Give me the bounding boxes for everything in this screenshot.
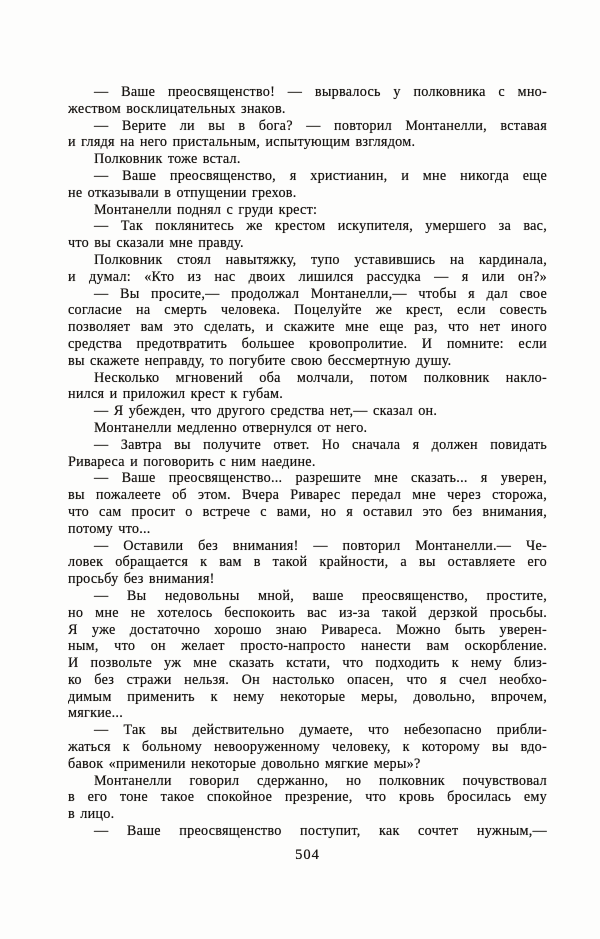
text-line: Монтанелли говорил сдержанно, но полковник почувствовал <box>94 772 547 789</box>
text-line: Монтанелли медленно отвернулся от него. <box>94 419 368 436</box>
page-text <box>68 84 547 840</box>
text-line: средства предотвратить большее кровопролитие. И помните: если <box>68 335 547 352</box>
text-line: и думал: «Кто из нас двоих лишился рассудка — я или он?» <box>68 268 547 285</box>
text-line: но мне не хотелось беспокоить вас из-за такой дерзкой просьбы. <box>68 604 547 621</box>
text-line: димым применить к нему некоторые меры, довольно, впрочем, <box>68 688 547 705</box>
text-line: вы пожалеете об этом. Вчера Риварес передал мне через сторожа, <box>68 487 547 504</box>
text-line: и глядя на него пристальным, испытующим взглядом. <box>68 134 416 151</box>
text-line: — Так поклянитесь же крестом искупителя, умершего за вас, <box>94 218 547 235</box>
text-line: что сам просит о встрече с вами, но я оставил это без внимания, <box>68 503 547 520</box>
text-line: — Завтра вы получите ответ. Но сначала я должен повидать <box>94 436 547 453</box>
text-line: согласие на смерть человека. Поцелуйте же крест, если совесть <box>68 302 547 319</box>
text-line: — Ваше преосвященство... разрешите мне сказать... я уверен, <box>94 470 547 487</box>
text-line: Полковник стоял навытяжку, тупо уставившись на кардинала, <box>94 251 547 268</box>
text-line: Монтанелли поднял с груди крест: <box>94 201 318 218</box>
text-line: ко без стражи нельзя. Он настолько опасен, что я счел необхо- <box>68 671 547 688</box>
text-line: — Вы просите,— продолжал Монтанелли,— чтобы я дал свое <box>94 285 547 302</box>
text-line: И позвольте уж мне сказать кстати, что подходить к нему близ- <box>68 655 547 672</box>
text-line: что вы сказали мне правду. <box>68 235 244 252</box>
text-line: Ривареса и поговорить с ним наедине. <box>68 453 316 470</box>
text-line: — Ваше преосвященство! — вырвалось у полковника с мно- <box>94 84 547 100</box>
text-line: вы скажете неправду, то погубите свою бессмертную душу. <box>68 352 452 369</box>
text-line: — Оставили без внимания! — повторил Монтанелли.— Че- <box>94 537 547 554</box>
text-line: просьбу без внимания! <box>68 571 215 588</box>
page-number: 504 <box>295 847 320 863</box>
text-line: в его тоне такое спокойное презрение, что кровь бросилась ему <box>68 789 547 806</box>
text-line: — Ваше преосвященство поступит, как сочтет нужным,— <box>94 823 547 840</box>
text-line: — Вы недовольны мной, ваше преосвященство, простите, <box>94 587 547 604</box>
text-line: нился и приложил крест к губам. <box>68 386 284 403</box>
text-line: позволяет вам это сделать, и скажите мне еще раз, что нет иного <box>68 319 547 336</box>
text-line: бавок «применили некоторые довольно мягкие меры»? <box>68 755 421 772</box>
text-line: жаться к больному невооруженному человеку, к которому вы вдо- <box>68 739 547 756</box>
text-line: в лицо. <box>68 806 115 823</box>
text-line: ным, что он желает просто-напросто нанести вам оскорбление. <box>68 638 547 655</box>
text-line: Полковник тоже встал. <box>94 151 241 168</box>
text-line: — Верите ли вы в бога? — повторил Монтанелли, вставая <box>94 117 547 134</box>
text-line: ловек обращается к вам в такой крайности, а вы оставляете его <box>68 554 547 571</box>
text-line: Я уже достаточно хорошо знаю Ривареса. Можно быть уверен- <box>68 621 547 638</box>
text-line: жеством восклицательных знаков. <box>68 100 286 117</box>
text-line: — Я убежден, что другого средства нет,— сказал он. <box>94 403 438 420</box>
text-line: Несколько мгновений оба молчали, потом полковник накло- <box>94 369 547 386</box>
text-line: мягкие... <box>68 705 123 722</box>
text-line: — Так вы действительно думаете, что небезопасно прибли- <box>94 722 547 739</box>
text-line: — Ваше преосвященство, я христианин, и мне никогда еще <box>94 167 547 184</box>
text-line: не отказывали в отпущении грехов. <box>68 184 297 201</box>
text-line: потому что... <box>68 520 151 537</box>
